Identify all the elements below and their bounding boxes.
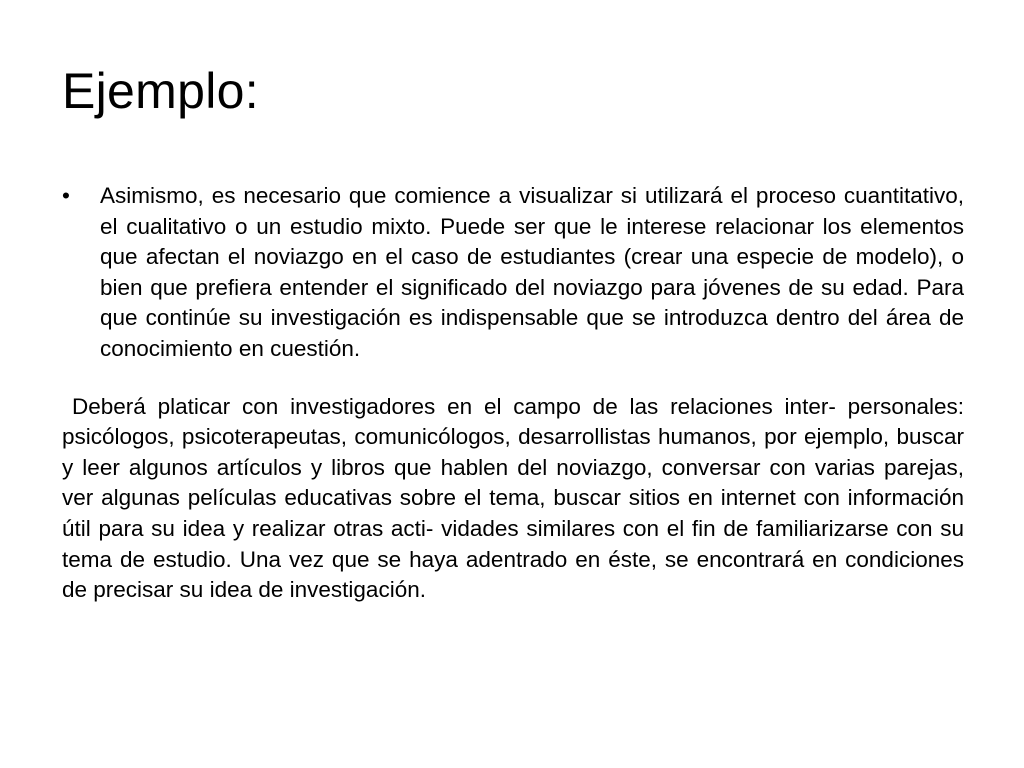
bullet-text: Asimismo, es necesario que comience a visualizar si utilizará el proceso cuantitativo, el cualitativo o un estudio mixto. Puede ser que le interese relacionar los elementos que afectan el noviazgo en el caso de estudiantes (crear una especie de modelo), o bien que prefiera entender el significado del noviazgo para jóvenes de su edad. Para que continúe su investigación es indispensable que se introduzca dentro del área de conocimiento en cuestión. [100,183,964,361]
body-paragraph: Deberá platicar con investigadores en el campo de las relaciones inter- personales: psicólogos, psicoterapeutas, comunicólogos, desarrollistas humanos, por ejemplo, buscar y leer algunos artículos y libros que hablen del noviazgo, conversar con varias parejas, ver algunas películas educativas sobre el tema, buscar sitios en internet con información útil para su idea y realizar otras acti- vidades similares con el fin de familiarizarse con su tema de estudio. Una vez que se haya adentrado en éste, se encontrará en condiciones de precisar su idea de investigación. [62,393,964,603]
bullet-item [62,181,964,365]
slide-content [62,181,964,606]
slide-title: Ejemplo: [62,63,259,119]
bullet-marker: • [62,183,70,208]
